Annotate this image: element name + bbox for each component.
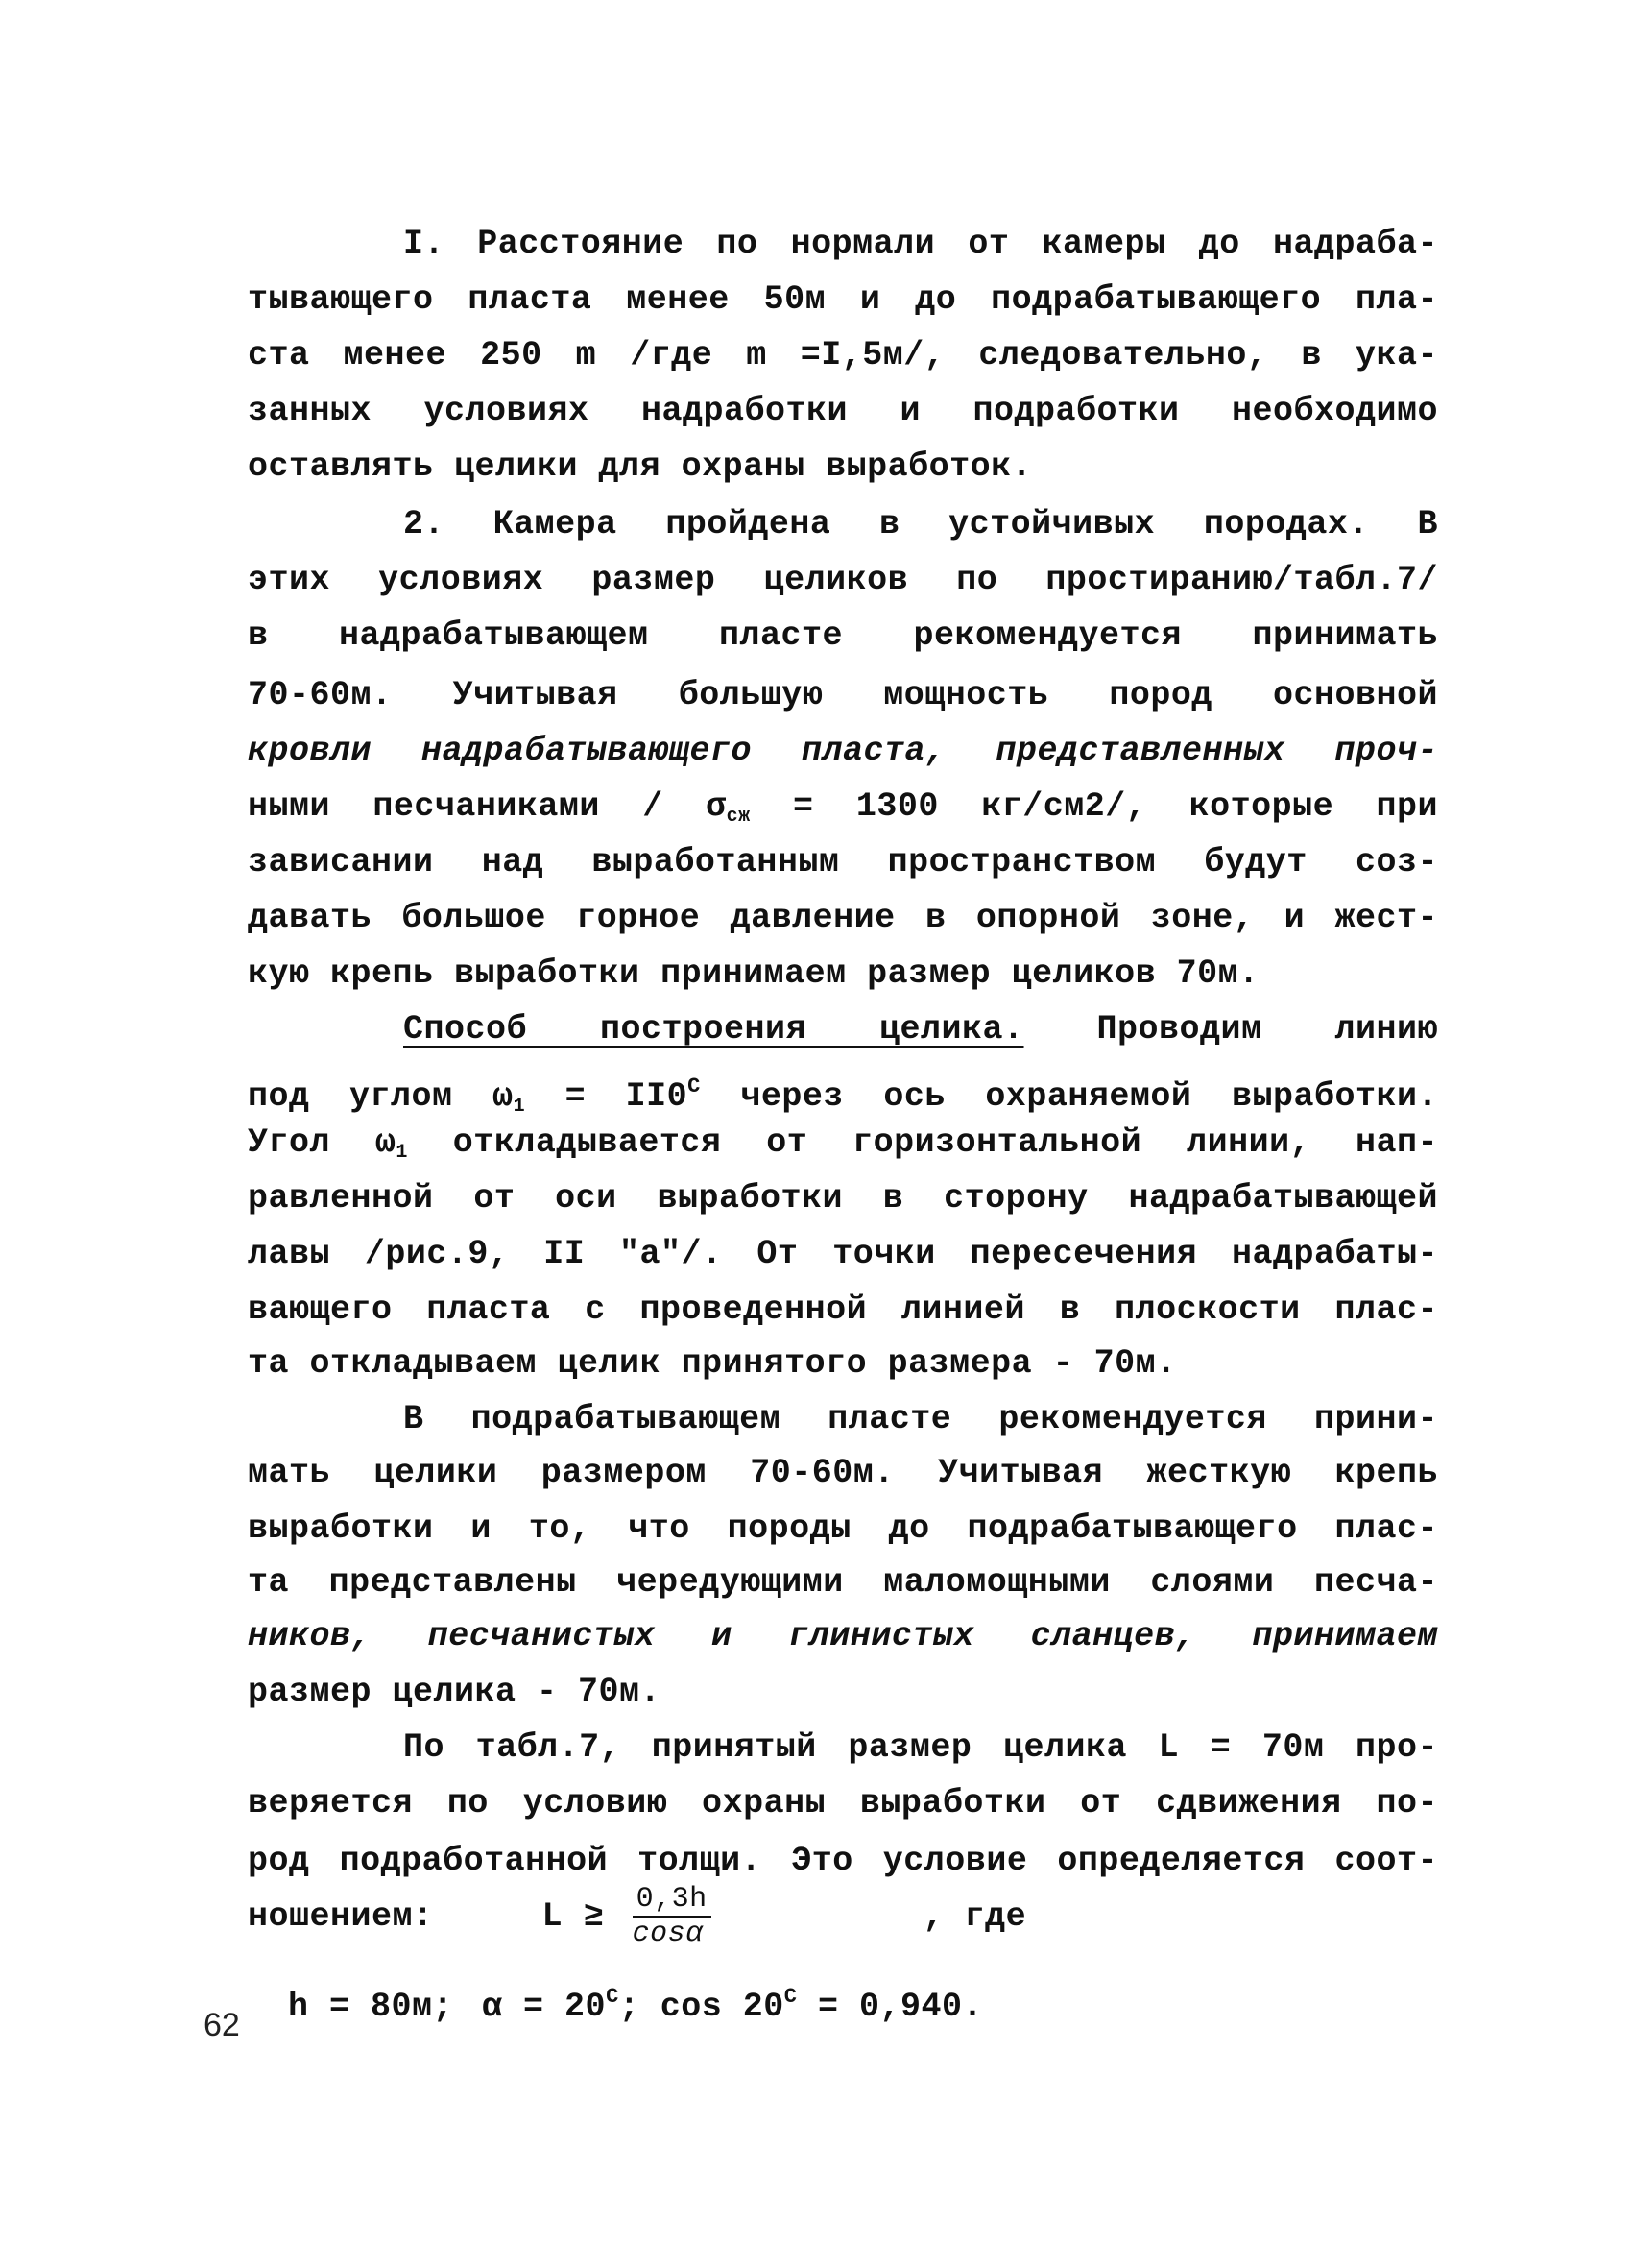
paragraph-4-line-5: ников, песчанистых и глинистых сланцев, принимаем — [248, 1617, 1438, 1655]
formula-lhs: L ≥ — [541, 1897, 605, 1936]
text-segment: ; cos 20 — [618, 1988, 784, 2026]
paragraph-3-line-5: лавы /рис.9, II "а"/. От точки пересечения надрабаты- — [248, 1235, 1438, 1273]
paragraph-3-line-3 — [248, 1122, 1438, 1174]
superscript: С — [687, 1074, 701, 1098]
paragraph-3-line-7: та откладываем целик принятого размера - 70м. — [248, 1344, 1177, 1383]
paragraph-2-line-5: кровли надрабатывающего пласта, представленных проч- — [248, 732, 1438, 770]
paragraph-5-line-1: По табл.7, принятый размер целика L = 70м про- — [403, 1728, 1438, 1767]
paragraph-1-line-1: I. Расстояние по нормали от камеры до надраба- — [403, 225, 1438, 263]
subscript: 1 — [513, 1096, 526, 1118]
text-segment: , где — [923, 1897, 1027, 1936]
paragraph-4-line-4: та представлены чередующими маломощными слоями песча- — [248, 1563, 1438, 1602]
fraction-denominator: cosα — [632, 1917, 704, 1950]
text-segment: откладывается от горизонтальной линии, нап- — [407, 1123, 1438, 1162]
values-line — [288, 1976, 1478, 2028]
paragraph-5-line-3: род подработанной толщи. Это условие определяется соот- — [248, 1842, 1438, 1880]
paragraph-4-line-1: В подрабатывающем пласте рекомендуется прини- — [403, 1400, 1438, 1438]
paragraph-2-line-8: давать большое горное давление в опорной зоне, и жест- — [248, 899, 1438, 937]
page-number: 62 — [204, 2007, 240, 2043]
paragraph-5-line-2: веряется по условию охраны выработки от сдвижения по- — [248, 1784, 1438, 1822]
paragraph-2-line-7: зависании над выработанным пространством будут соз- — [248, 843, 1438, 881]
superscript: С — [606, 1985, 619, 2009]
section-heading: Способ построения целика. — [403, 1010, 1024, 1049]
paragraph-2-line-6 — [248, 785, 1438, 838]
paragraph-2-line-4: 70-60м. Учитывая большую мощность пород основной — [248, 676, 1438, 714]
paragraph-1-line-2: тывающего пласта менее 50м и до подрабатывающего пла- — [248, 280, 1438, 319]
text-segment: Угол ω — [248, 1123, 396, 1162]
text-segment: = 1300 кг/см2/, которые при — [750, 787, 1438, 826]
paragraph-4-line-2: мать целики размером 70-60м. Учитывая жесткую крепь — [248, 1454, 1438, 1492]
fraction-numerator: 0,3h — [633, 1883, 711, 1918]
text-segment: = 0,940. — [797, 1988, 984, 2026]
paragraph-3-line-6: вающего пласта с проведенной линией в плоскости плас- — [248, 1291, 1438, 1329]
superscript: С — [783, 1985, 798, 2009]
paragraph-4-line-3: выработки и то, что породы до подрабатывающего плас- — [248, 1509, 1438, 1548]
text-segment: ными песчаниками / σ — [248, 787, 727, 826]
paragraph-2-line-3: в надрабатывающем пласте рекомендуется принимать — [248, 616, 1438, 655]
paragraph-1-line-4: занных условиях надработки и подработки необходимо — [248, 392, 1438, 430]
paragraph-1-line-5: оставлять целики для охраны выработок. — [248, 447, 1033, 486]
formula-fraction — [633, 1883, 711, 1950]
text-segment: h = 80м; — [288, 1988, 454, 2026]
text-segment: α = 20 — [482, 1988, 607, 2026]
subscript: 1 — [396, 1142, 408, 1164]
paragraph-2-line-1: 2. Камера пройдена в устойчивых породах. В — [403, 505, 1438, 543]
paragraph-3-line-2 — [248, 1066, 1438, 1128]
text-segment: под углом ω — [248, 1077, 514, 1116]
text-segment: через ось охраняемой выработки. — [700, 1077, 1438, 1116]
subscript: сж — [726, 806, 751, 828]
paragraph-2-line-2: этих условиях размер целиков по простиранию/табл.7/ — [248, 561, 1438, 599]
paragraph-3-line-4: равленной от оси выработки в сторону надрабатывающей — [248, 1179, 1438, 1218]
paragraph-4-line-6: размер целика - 70м. — [248, 1673, 661, 1711]
text-segment: Проводим линию — [1023, 1010, 1438, 1049]
paragraph-2-line-9: кую крепь выработки принимаем размер целиков 70м. — [248, 954, 1260, 993]
paragraph-3-line-1 — [403, 1008, 1438, 1050]
text-segment: = II0 — [525, 1077, 688, 1116]
formula-line — [248, 1878, 1438, 1955]
text-segment: ношением: — [248, 1897, 434, 1936]
paragraph-1-line-3: ста менее 250 m /где m =I,5м/, следовательно, в ука- — [248, 336, 1438, 374]
